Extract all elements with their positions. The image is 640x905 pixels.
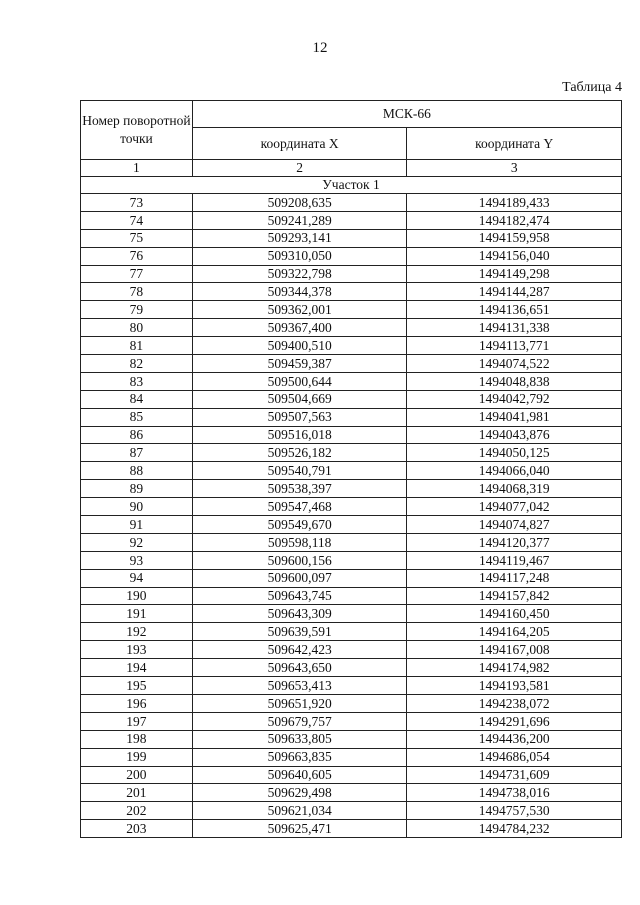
- table-row: [81, 641, 622, 659]
- coordinate-x-cell: 509540,791: [192, 462, 407, 480]
- coordinate-x-cell: 509600,097: [192, 569, 407, 587]
- table-row: [81, 551, 622, 569]
- coordinate-y-cell: 1494042,792: [407, 390, 622, 408]
- section-title: Участок 1: [81, 177, 622, 194]
- coordinate-y-cell: 1494784,232: [407, 820, 622, 838]
- table-row: [81, 372, 622, 390]
- coordinate-x-cell: 509526,182: [192, 444, 407, 462]
- table-row: [81, 605, 622, 623]
- coordinate-x-cell: 509459,387: [192, 355, 407, 373]
- coordinate-x-cell: 509643,745: [192, 587, 407, 605]
- coordinate-x-cell: 509516,018: [192, 426, 407, 444]
- coordinate-y-cell: 1494074,827: [407, 516, 622, 534]
- coordinate-x-cell: 509642,423: [192, 641, 407, 659]
- table-row: [81, 229, 622, 247]
- coordinate-x-cell: 509633,805: [192, 730, 407, 748]
- table-row: [81, 444, 622, 462]
- coordinate-x-cell: 509547,468: [192, 498, 407, 516]
- point-number-cell: 200: [81, 766, 193, 784]
- coordinate-x-cell: 509629,498: [192, 784, 407, 802]
- coordinate-x-cell: 509367,400: [192, 319, 407, 337]
- coordinate-x-cell: 509538,397: [192, 480, 407, 498]
- table-row: [81, 211, 622, 229]
- coordinate-y-cell: 1494757,530: [407, 802, 622, 820]
- coordinate-x-cell: 509640,605: [192, 766, 407, 784]
- table-row: [81, 194, 622, 212]
- point-number-cell: 191: [81, 605, 193, 623]
- point-number-cell: 85: [81, 408, 193, 426]
- page-number: 12: [312, 40, 328, 56]
- point-number-cell: 86: [81, 426, 193, 444]
- table-row: [81, 623, 622, 641]
- coordinate-x-cell: 509643,309: [192, 605, 407, 623]
- coordinate-x-cell: 509362,001: [192, 301, 407, 319]
- coordinate-x-cell: 509310,050: [192, 247, 407, 265]
- point-number-cell: 88: [81, 462, 193, 480]
- coordinate-y-cell: 1494077,042: [407, 498, 622, 516]
- point-number-cell: 87: [81, 444, 193, 462]
- table-row: [81, 533, 622, 551]
- point-number-cell: 91: [81, 516, 193, 534]
- coordinate-x-cell: 509643,650: [192, 659, 407, 677]
- header-point-number: Номер поворотной точки: [81, 101, 193, 160]
- coordinate-x-cell: 509621,034: [192, 802, 407, 820]
- coordinate-y-cell: 1494291,696: [407, 712, 622, 730]
- coordinate-y-cell: 1494167,008: [407, 641, 622, 659]
- column-index-3: 3: [407, 160, 622, 177]
- coordinate-y-cell: 1494686,054: [407, 748, 622, 766]
- table-row: [81, 766, 622, 784]
- table-row: [81, 694, 622, 712]
- coordinate-y-cell: 1494119,467: [407, 551, 622, 569]
- table-row: [81, 569, 622, 587]
- table-row: [81, 390, 622, 408]
- coordinate-x-cell: 509651,920: [192, 694, 407, 712]
- table-row: [81, 426, 622, 444]
- table-row: [81, 659, 622, 677]
- point-number-cell: 190: [81, 587, 193, 605]
- point-number-cell: 90: [81, 498, 193, 516]
- coordinate-y-cell: 1494131,338: [407, 319, 622, 337]
- table-row: [81, 337, 622, 355]
- coordinate-y-cell: 1494164,205: [407, 623, 622, 641]
- column-index-2: 2: [192, 160, 407, 177]
- coordinate-y-cell: 1494193,581: [407, 677, 622, 695]
- coordinate-y-cell: 1494144,287: [407, 283, 622, 301]
- coordinate-x-cell: 509600,156: [192, 551, 407, 569]
- coordinate-y-cell: 1494050,125: [407, 444, 622, 462]
- point-number-cell: 197: [81, 712, 193, 730]
- table-body: [81, 194, 622, 838]
- table-row: [81, 820, 622, 838]
- table-row: [81, 748, 622, 766]
- table-row: [81, 265, 622, 283]
- point-number-cell: 73: [81, 194, 193, 212]
- table-row: [81, 247, 622, 265]
- coordinate-y-cell: 1494048,838: [407, 372, 622, 390]
- point-number-cell: 192: [81, 623, 193, 641]
- table-row: [81, 283, 622, 301]
- coordinate-y-cell: 1494117,248: [407, 569, 622, 587]
- coordinate-y-cell: 1494738,016: [407, 784, 622, 802]
- coordinate-y-cell: 1494436,200: [407, 730, 622, 748]
- point-number-cell: 203: [81, 820, 193, 838]
- coordinate-y-cell: 1494159,958: [407, 229, 622, 247]
- point-number-cell: 77: [81, 265, 193, 283]
- header-coordinate-y: координата Y: [407, 128, 622, 160]
- coordinate-y-cell: 1494189,433: [407, 194, 622, 212]
- coordinate-y-cell: 1494182,474: [407, 211, 622, 229]
- coordinate-y-cell: 1494136,651: [407, 301, 622, 319]
- table-row: [81, 587, 622, 605]
- point-number-cell: 81: [81, 337, 193, 355]
- point-number-cell: 202: [81, 802, 193, 820]
- coordinate-x-cell: 509653,413: [192, 677, 407, 695]
- table-row: [81, 319, 622, 337]
- point-number-cell: 94: [81, 569, 193, 587]
- table-row: [81, 677, 622, 695]
- coordinate-x-cell: 509679,757: [192, 712, 407, 730]
- coordinate-x-cell: 509639,591: [192, 623, 407, 641]
- coordinate-x-cell: 509663,835: [192, 748, 407, 766]
- point-number-cell: 79: [81, 301, 193, 319]
- coordinate-y-cell: 1494157,842: [407, 587, 622, 605]
- coordinate-y-cell: 1494043,876: [407, 426, 622, 444]
- point-number-cell: 78: [81, 283, 193, 301]
- table-row: [81, 498, 622, 516]
- coordinate-x-cell: 509507,563: [192, 408, 407, 426]
- point-number-cell: 194: [81, 659, 193, 677]
- table-row: [81, 462, 622, 480]
- coordinate-y-cell: 1494074,522: [407, 355, 622, 373]
- point-number-cell: 74: [81, 211, 193, 229]
- column-index-1: 1: [81, 160, 193, 177]
- coordinate-x-cell: 509598,118: [192, 533, 407, 551]
- point-number-cell: 76: [81, 247, 193, 265]
- coordinate-y-cell: 1494041,981: [407, 408, 622, 426]
- point-number-cell: 92: [81, 533, 193, 551]
- table-caption: Таблица 4: [562, 80, 622, 95]
- coordinate-y-cell: 1494113,771: [407, 337, 622, 355]
- point-number-cell: 84: [81, 390, 193, 408]
- coordinate-y-cell: 1494160,450: [407, 605, 622, 623]
- table-row: [81, 301, 622, 319]
- table-row: [81, 408, 622, 426]
- coordinate-x-cell: 509208,635: [192, 194, 407, 212]
- coordinate-y-cell: 1494066,040: [407, 462, 622, 480]
- point-number-cell: 193: [81, 641, 193, 659]
- header-coordinate-system: МСК-66: [192, 101, 621, 128]
- point-number-cell: 89: [81, 480, 193, 498]
- header-coordinate-x: координата X: [192, 128, 407, 160]
- coordinate-x-cell: 509344,378: [192, 283, 407, 301]
- table-row: [81, 802, 622, 820]
- table-row: [81, 480, 622, 498]
- coordinate-y-cell: 1494120,377: [407, 533, 622, 551]
- coordinate-y-cell: 1494731,609: [407, 766, 622, 784]
- coordinate-y-cell: 1494068,319: [407, 480, 622, 498]
- coordinate-x-cell: 509400,510: [192, 337, 407, 355]
- coordinate-x-cell: 509500,644: [192, 372, 407, 390]
- point-number-cell: 201: [81, 784, 193, 802]
- table-row: [81, 516, 622, 534]
- table-row: [81, 730, 622, 748]
- coordinate-x-cell: 509241,289: [192, 211, 407, 229]
- coordinates-table: [80, 100, 622, 838]
- coordinate-x-cell: 509549,670: [192, 516, 407, 534]
- coordinate-x-cell: 509504,669: [192, 390, 407, 408]
- coordinate-y-cell: 1494238,072: [407, 694, 622, 712]
- table-row: [81, 712, 622, 730]
- coordinate-x-cell: 509322,798: [192, 265, 407, 283]
- point-number-cell: 93: [81, 551, 193, 569]
- coordinate-y-cell: 1494156,040: [407, 247, 622, 265]
- point-number-cell: 80: [81, 319, 193, 337]
- point-number-cell: 83: [81, 372, 193, 390]
- point-number-cell: 75: [81, 229, 193, 247]
- point-number-cell: 82: [81, 355, 193, 373]
- point-number-cell: 195: [81, 677, 193, 695]
- coordinate-y-cell: 1494149,298: [407, 265, 622, 283]
- point-number-cell: 196: [81, 694, 193, 712]
- coordinate-x-cell: 509293,141: [192, 229, 407, 247]
- table-row: [81, 355, 622, 373]
- coordinate-x-cell: 509625,471: [192, 820, 407, 838]
- table-row: [81, 784, 622, 802]
- point-number-cell: 198: [81, 730, 193, 748]
- point-number-cell: 199: [81, 748, 193, 766]
- coordinate-y-cell: 1494174,982: [407, 659, 622, 677]
